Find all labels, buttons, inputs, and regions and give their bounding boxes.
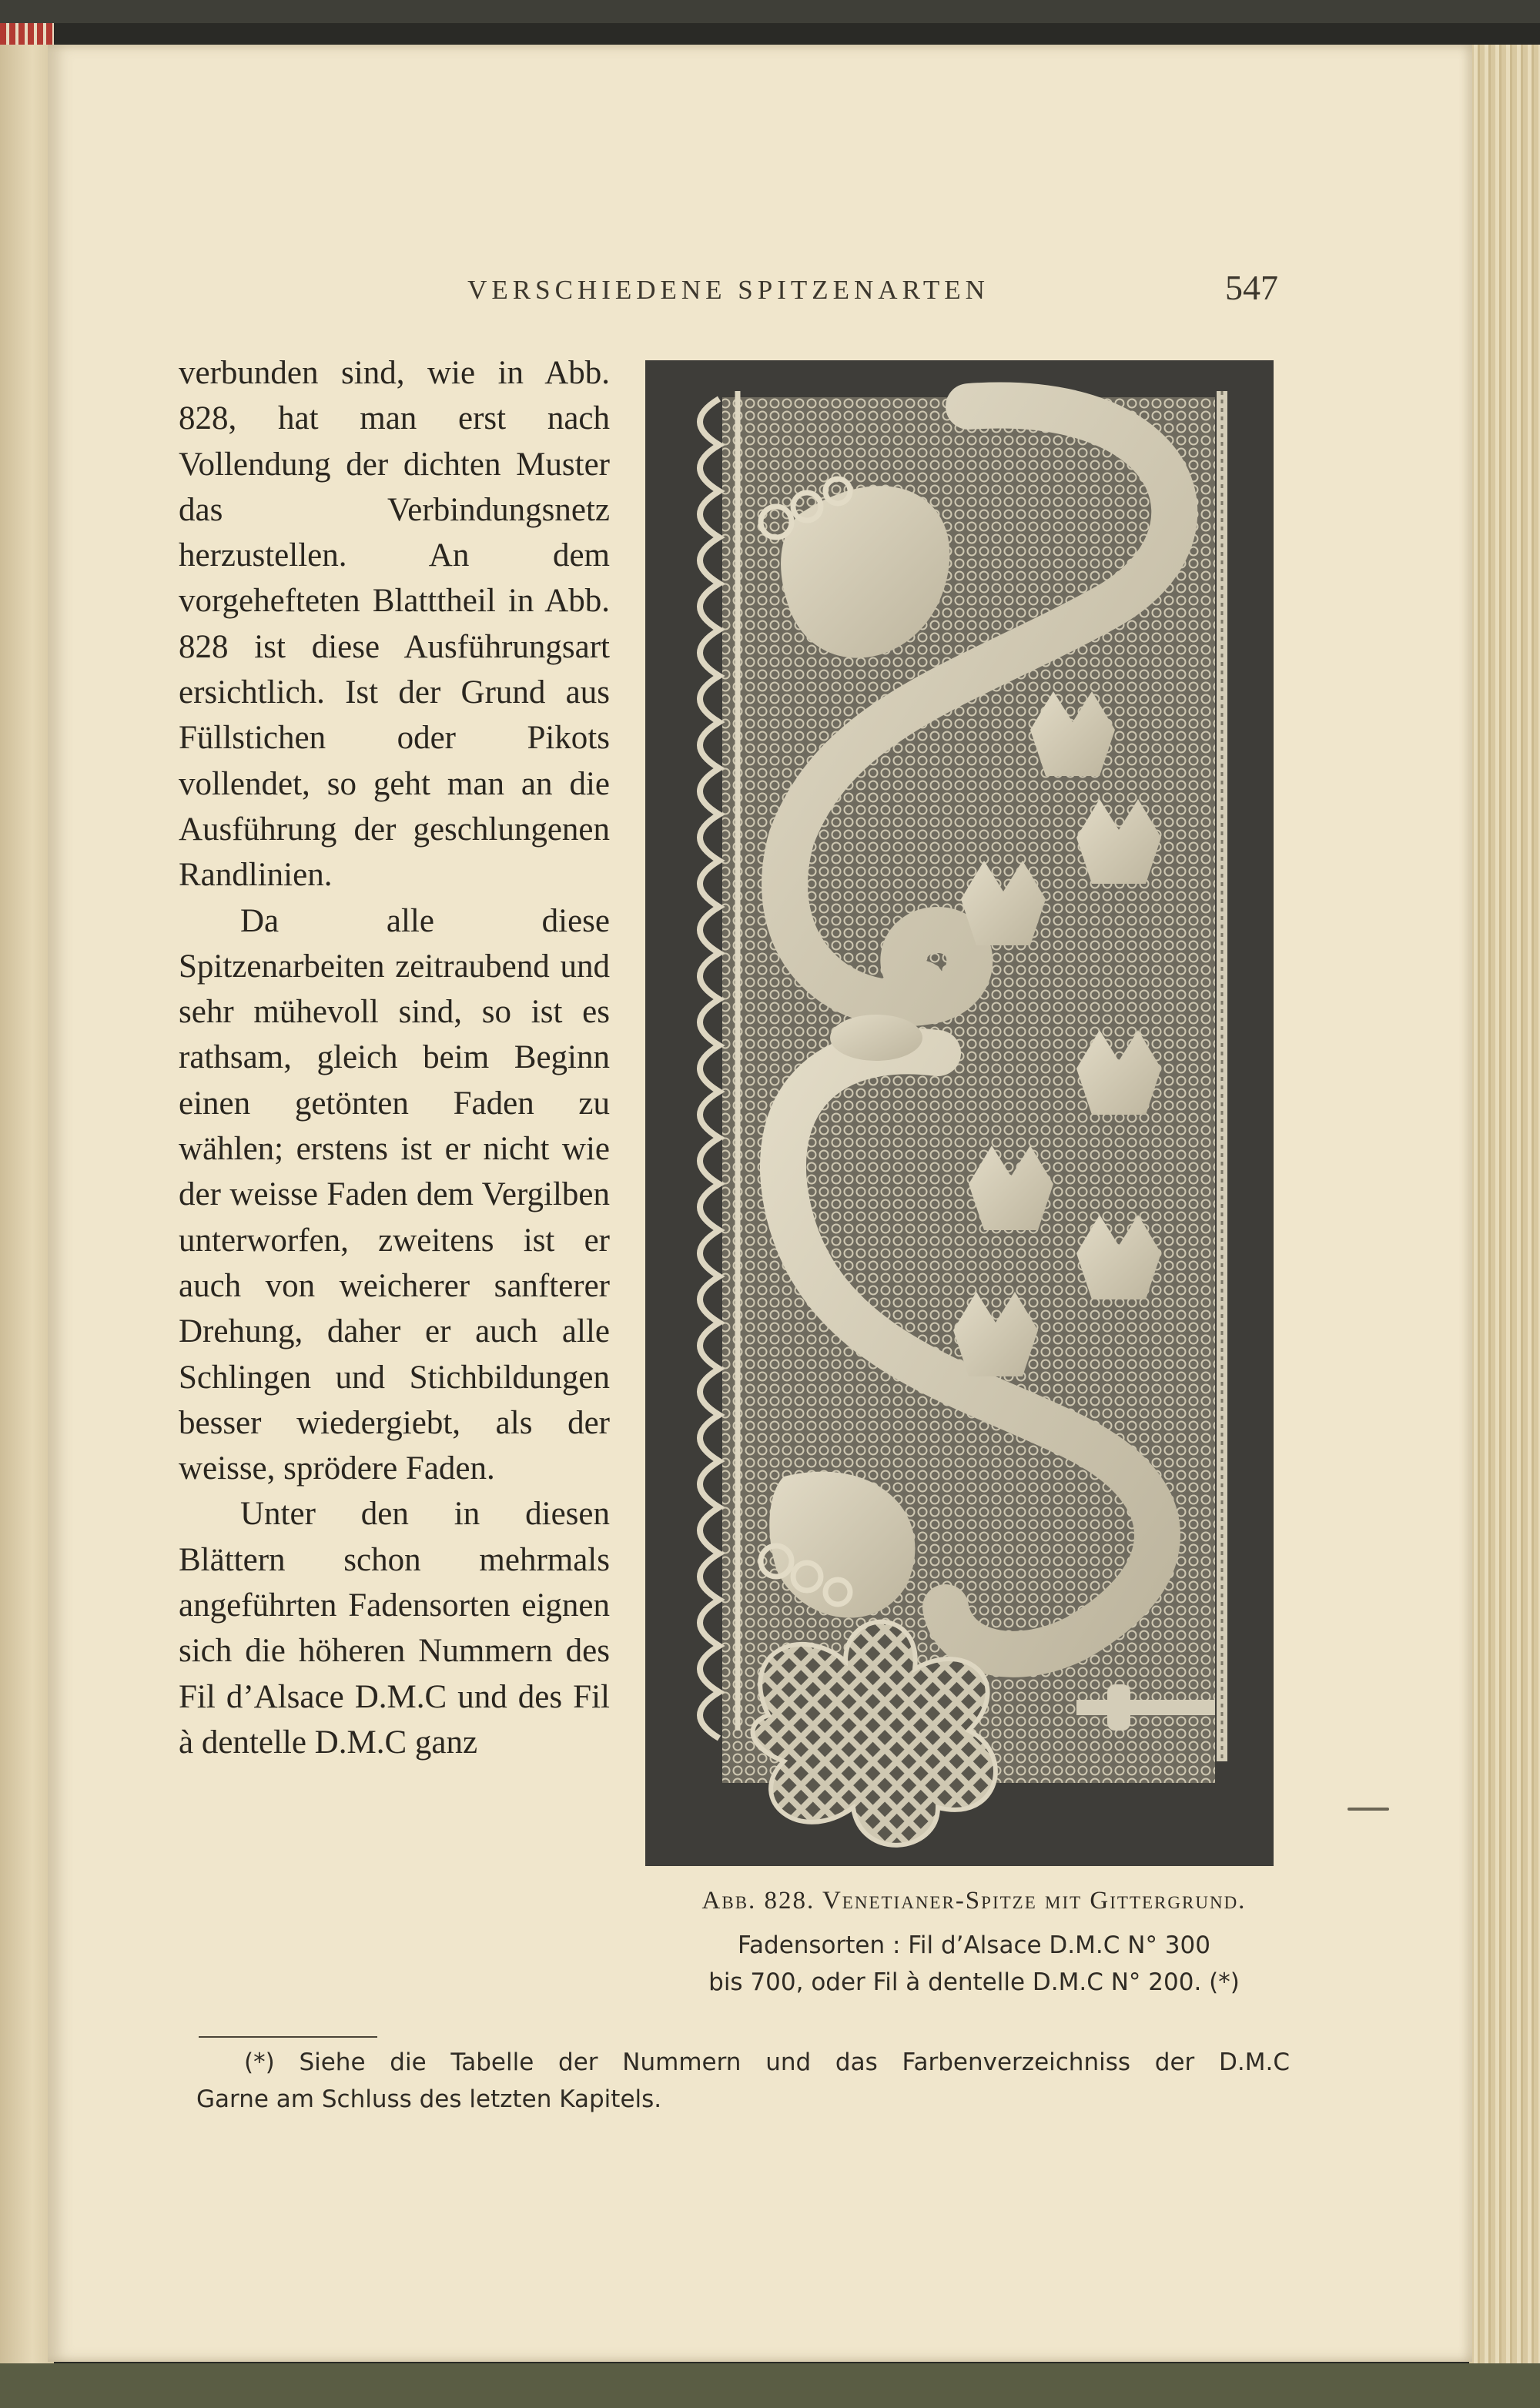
book-spine-edge [0,23,54,46]
footnote [196,2044,1290,2121]
figure-caption-line2: bis 700, oder Fil à dentelle D.M.C N° 200. (*) [708,1968,1240,1996]
figure-title-text: Abb. 828. Venetianer-Spitze mit Gittergrund. [701,1887,1247,1915]
paragraph: verbunden sind, wie in Abb. 828, hat man erst nach Vollendung der dichten Muster das Verbindungsnetz herzustellen. An dem vorgehefteten Blatttheil in Abb. 828 ist diese Ausführungsart ersichtlich. Ist der Grund aus Füllstichen oder Pikots vollendet, so geht man an die Ausführung der geschlungenen Randlinien. [179,355,610,894]
lace-illustration [645,360,1274,1866]
paragraph: Unter den in diesen Blättern schon mehrmals angeführten Fadensorten eignen sich die höheren Nummern des Fil d’Alsace D.M.C und des Fil à dentelle D.M.C ganz [179,1496,610,1761]
footnote-line: (*) Siehe die Tabelle der Nummern und das Farbenverzeichniss der D.M.C [244,2048,1290,2076]
footnote-divider [199,2036,377,2038]
figure-title [658,1881,1290,1920]
scan-bottom-border [0,2363,1540,2408]
scalloped-edge [700,399,719,1738]
body-text-column [179,350,610,2013]
scan-top-border [0,0,1540,23]
running-title: VERSCHIEDENE SPITZENARTEN [467,275,989,305]
paragraph: Da alle diese Spitzenarbeiten zeitraubend und sehr mühevoll sind, so ist es rathsam, gleich beim Beginn einen getönten Faden zu wählen; erstens ist er nicht wie der weisse Faden dem Vergilben unterworfen, zweitens ist er auch von weicherer sanfterer Drehung, daher er auch alle Schlingen und Stichbildungen besser wiedergiebt, als der weisse, sprödere Faden. [179,902,610,1487]
lace-drawing [645,360,1274,1866]
right-page-edges [1469,45,1540,2393]
margin-mark [1348,1808,1389,1811]
figure-caption-line1: Fadensorten : Fil d’Alsace D.M.C N° 300 [738,1931,1210,1959]
page-number: 547 [1225,268,1278,307]
left-page-edge [0,45,54,2393]
footnote-line: Garne am Schluss des letzten Kapitels. [196,2085,662,2113]
central-bow [830,1015,922,1061]
